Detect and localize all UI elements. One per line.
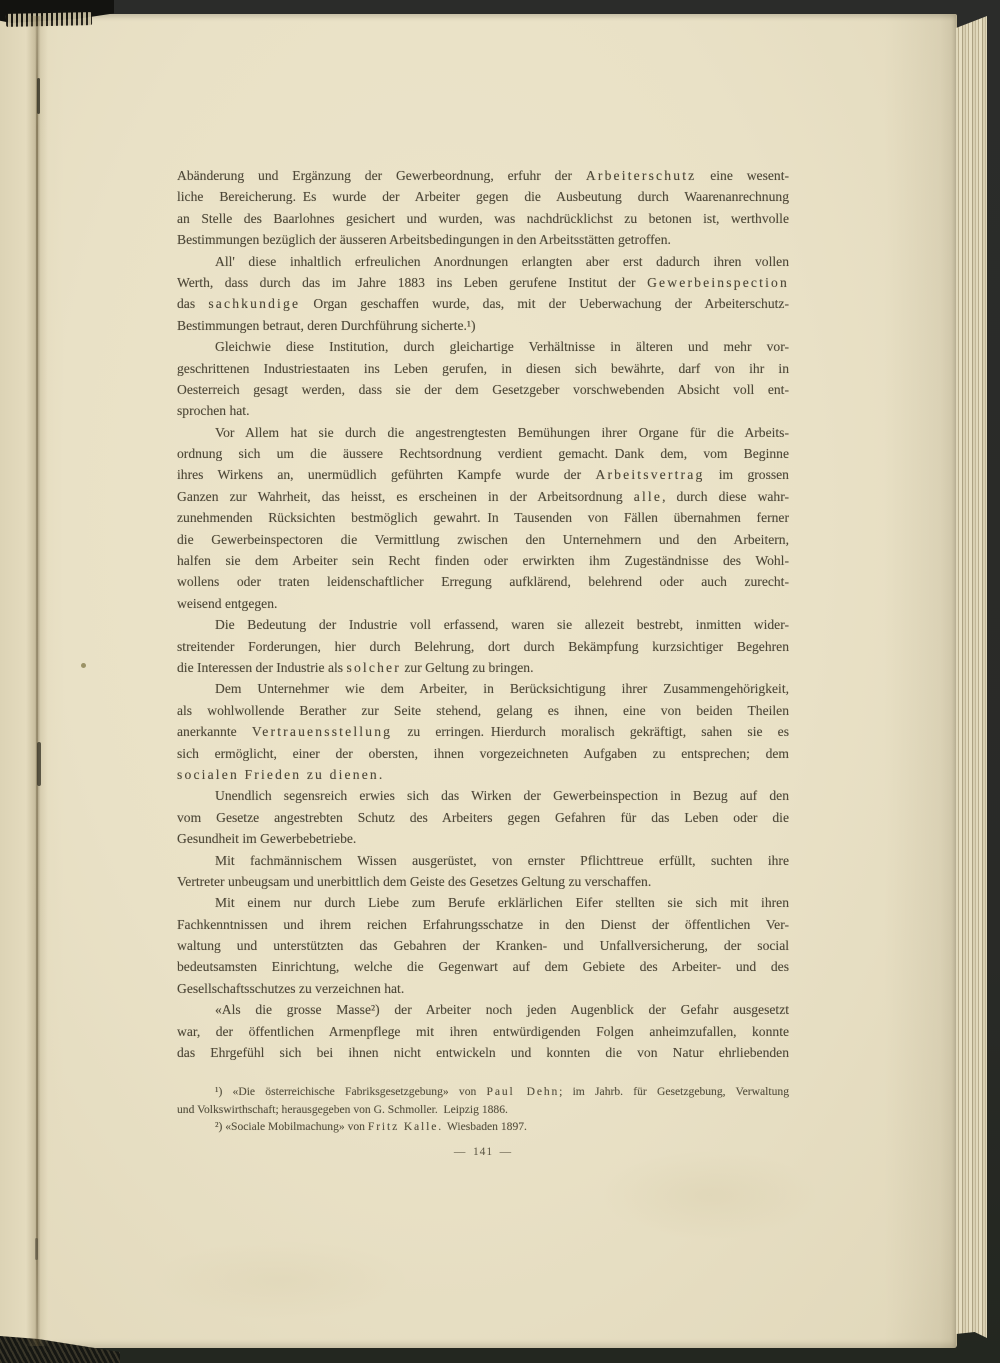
text-segment: Organ geschaffen wurde, das, mit der Ueberwachung der Arbeiterschutz- <box>300 296 789 312</box>
letterspaced-emphasis: Paul Dehn <box>486 1085 560 1098</box>
text-segment: Fachkenntnissen und ihrem reichen Erfahrungsschatze in den Dienst der öffentlichen Ver- <box>177 916 789 932</box>
text-segment: «Als die grosse Masse²) der Arbeiter noch jeden Augenblick der Gefahr ausgesetzt <box>215 1002 789 1018</box>
text-segment: zur Geltung zu bringen. <box>400 659 534 675</box>
text-line <box>177 892 789 913</box>
text-line <box>177 678 789 699</box>
text-segment: anerkannte <box>177 724 252 740</box>
text-line <box>177 400 789 421</box>
text-segment: All' diese inhaltlich erfreulichen Anordnungen erlangten aber erst dadurch ihren vollen <box>215 253 789 269</box>
text-line <box>177 593 789 614</box>
text-line <box>177 1042 789 1063</box>
gutter-ink-mark <box>35 1238 38 1260</box>
text-segment: an Stelle des Baarlohnes gesichert und wurden, was nachdrücklichst zu betonen ist, werthvolle <box>177 210 789 226</box>
text-segment: ihres Wirkens an, unermüdlich geführten Kampfe wurde der <box>177 467 596 483</box>
text-line <box>177 657 789 678</box>
text-line <box>177 764 789 785</box>
text-line <box>177 165 789 186</box>
text-line <box>177 208 789 229</box>
text-line <box>177 571 789 592</box>
text-segment: geschrittenen Industriestaaten ins Leben gerufen, in diesen sich bewährte, darf von ihr in <box>177 360 789 376</box>
text-line <box>177 721 789 742</box>
text-line <box>177 443 789 464</box>
letterspaced-emphasis: Gewerbeinspection <box>647 274 789 290</box>
text-segment: im grossen <box>704 467 789 483</box>
text-line <box>177 743 789 764</box>
text-segment: Ganzen zur Wahrheit, das heisst, es erscheinen in der Arbeitsordnung <box>177 488 634 504</box>
text-line <box>177 336 789 357</box>
text-line <box>177 978 789 999</box>
text-line <box>177 464 789 485</box>
text-segment: Gleichwie diese Institution, durch gleichartige Verhältnisse in älteren und mehr vor- <box>215 339 789 355</box>
text-segment: Gesundheit im Gewerbebetriebe. <box>177 831 357 847</box>
page-edge-stack <box>956 16 987 1340</box>
text-line <box>177 1083 789 1101</box>
text-line <box>177 935 789 956</box>
text-line <box>177 229 789 250</box>
text-segment: Abänderung und Ergänzung der Gewerbeordnung, erfuhr der <box>177 168 586 183</box>
text-segment: Mit einem nur durch Liebe zum Berufe erklärlichen Eifer stellten sie sich mit ihren <box>215 895 789 911</box>
text-segment: Werth, dass durch das im Jahre 1883 ins Leben gerufene Institut der <box>177 274 648 290</box>
text-line <box>177 1101 789 1119</box>
text-segment: streitender Forderungen, hier durch Belehrung, dort durch Bekämpfung kurzsichtiger Begehren <box>177 638 789 654</box>
text-segment: sich ermöglicht, einer der obersten, ihnen vorgezeichneten Aufgaben zu entsprechen; dem <box>177 745 789 761</box>
text-segment: das Ehrgefühl sich bei ihnen nicht entwickeln und konnten die von Natur ehrliebenden <box>177 1045 789 1061</box>
text-segment: Die Bedeutung der Industrie voll erfassend, waren sie allezeit bestrebt, inmitten wider- <box>215 617 789 633</box>
text-segment: wollens oder traten leidenschaftlicher Erregung aufklärend, belehrend oder auch zurecht- <box>177 574 789 590</box>
text-segment: ¹) «Die österreichische Fabriksgesetzgebung» von <box>215 1085 487 1098</box>
gutter-crease-line <box>36 20 38 1342</box>
text-segment: Gesellschaftsschutzes zu verzeichnen hat. <box>177 980 405 996</box>
paper-stain <box>600 1150 820 1240</box>
text-line <box>177 828 789 849</box>
letterspaced-emphasis: socialen Frieden zu dienen. <box>177 766 385 782</box>
text-segment: als wohlwollende Berather zur Seite stehend, gelang es ihnen, eine von beiden Theilen <box>177 702 789 718</box>
text-segment: zu erringen. Hierdurch moralisch gekräftigt, sahen sie es <box>392 724 789 740</box>
text-segment: weisend entgegen. <box>177 595 278 611</box>
text-segment: . Wiesbaden 1897. <box>438 1120 527 1134</box>
text-line <box>177 186 789 207</box>
text-segment: ordnung sich um die äussere Rechtsordnung verdient gemacht. Dank dem, vom Beginne <box>177 446 789 462</box>
text-line <box>177 850 789 871</box>
letterspaced-emphasis: Arbeiterschutz <box>585 168 697 183</box>
page-number: — 141 — <box>453 1146 513 1158</box>
body-text <box>177 165 789 1063</box>
text-segment: Bestimmungen betraut, deren Durchführung sicherte.¹) <box>177 317 476 333</box>
text-line <box>177 1118 789 1136</box>
text-line <box>177 507 789 528</box>
text-segment: das <box>177 296 209 312</box>
text-line <box>177 358 789 379</box>
text-line <box>177 614 789 635</box>
gutter-ink-mark <box>37 78 40 114</box>
text-segment: halfen sie dem Arbeiter sein Recht finden oder erwirkten ihm Zugeständnisse des Wohl- <box>177 553 789 569</box>
letterspaced-emphasis: alle <box>633 488 663 504</box>
letterspaced-emphasis: Vertrauensstellung <box>251 724 393 740</box>
text-segment: Dem Unternehmer wie dem Arbeiter, in Berücksichtigung ihrer Zusammengehörigkeit, <box>215 681 789 697</box>
text-segment: Oesterreich gesagt werden, dass sie der dem Gesetzgeber vorschwebenden Absicht voll ent- <box>177 381 789 397</box>
text-segment: Unendlich segensreich erwies sich das Wirken der Gewerbeinspection in Bezug auf den <box>215 788 789 804</box>
text-line <box>177 529 789 550</box>
text-segment: Bestimmungen bezüglich der äusseren Arbeitsbedingungen in den Arbeitsstätten getroffen. <box>177 232 671 248</box>
text-segment: zunehmenden Rücksichten bestmöglich gewahrt. In Tausenden von Fällen übernahmen ferner <box>177 510 789 526</box>
letterspaced-emphasis: sachkundige <box>208 296 301 312</box>
text-segment: die Interessen der Industrie als <box>177 659 347 675</box>
text-line <box>177 272 789 293</box>
text-line <box>177 999 789 1020</box>
text-segment: bedeutsamsten Einrichtung, welche die Gegenwart auf dem Gebiete des Arbeiter- und des <box>177 959 789 975</box>
text-line <box>177 700 789 721</box>
text-line <box>177 251 789 272</box>
text-line <box>177 293 789 314</box>
text-segment: war, der öffentlichen Armenpflege mit ihren entwürdigenden Folgen anheimzufallen, konnte <box>177 1023 789 1039</box>
page-right-shading <box>884 14 956 1348</box>
text-line <box>177 956 789 977</box>
text-line <box>177 636 789 657</box>
text-segment: sprochen hat. <box>177 403 250 419</box>
paper-stain <box>150 1240 410 1320</box>
text-segment: Vor Allem hat sie durch die angestrengtesten Bemühungen ihrer Organe für die Arbeits- <box>215 424 789 440</box>
text-segment: eine wesent- <box>696 168 789 183</box>
text-segment: , durch diese wahr- <box>662 488 790 504</box>
text-segment: und Volkswirthschaft; herausgegeben von G. Schmoller. Leipzig 1886. <box>177 1102 508 1116</box>
text-line <box>177 422 789 443</box>
text-segment: ²) «Sociale Mobilmachung» von <box>215 1120 368 1134</box>
text-line <box>177 486 789 507</box>
text-segment: waltung und unterstützten das Gebahren der Kranken- und Unfallversicherung, der social <box>177 938 789 954</box>
letterspaced-emphasis: Arbeitsvertrag <box>595 467 705 483</box>
text-line <box>177 550 789 571</box>
text-segment: ; im Jahrb. für Gesetzgebung, Verwaltung <box>559 1085 789 1098</box>
text-line <box>177 1021 789 1042</box>
gutter-ink-mark <box>37 742 41 786</box>
text-line <box>177 379 789 400</box>
text-line <box>177 807 789 828</box>
text-segment: Mit fachmännischem Wissen ausgerüstet, von ernster Pflichttreue erfüllt, suchten ihre <box>215 852 789 868</box>
letterspaced-emphasis: Fritz Kalle <box>367 1120 439 1134</box>
text-line <box>177 914 789 935</box>
headband-stitching <box>6 12 92 27</box>
letterspaced-emphasis: solcher <box>346 659 401 675</box>
ink-speck <box>81 663 86 668</box>
text-line <box>177 315 789 336</box>
text-segment: vom Gesetze angestrebten Schutz des Arbeiters gegen Gefahren für das Leben oder die <box>177 809 789 825</box>
text-line <box>177 871 789 892</box>
text-segment: Vertreter unbeugsam und unerbittlich dem Geiste des Gesetzes Geltung zu verschaffen. <box>177 873 652 889</box>
footnotes <box>177 1083 789 1136</box>
text-segment: die Gewerbeinspectoren die Vermittlung zwischen den Unternehmern und den Arbeitern, <box>177 531 789 547</box>
text-segment: liche Bereicherung. Es wurde der Arbeiter gegen die Ausbeutung durch Waarenanrechnung <box>177 189 789 205</box>
text-line <box>177 785 789 806</box>
